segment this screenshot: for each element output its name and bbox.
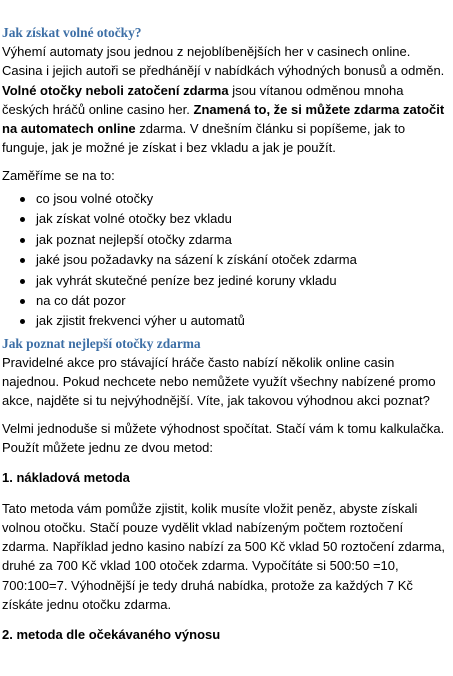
article-body — [0, 23, 452, 645]
topic-list — [2, 189, 452, 332]
list-intro: Zaměříme se na to: — [2, 167, 115, 183]
text-run: zdarma. V dnešním článku si popíšeme, jak to funguje, jak je možné je získat i bez vkladu a jak je použít. — [2, 121, 406, 156]
bold-text-run: Znamená to, že si můžete zdarma zatočit na automatech online — [2, 101, 445, 137]
list-item — [2, 271, 452, 291]
section-heading-best-spins: Jak poznat nejlepší otočky zdarma — [2, 335, 201, 351]
list-item — [2, 230, 452, 250]
bullet-icon — [20, 279, 25, 284]
list-item-label: jak poznat nejlepší otočky zdarma — [36, 231, 232, 247]
list-item — [2, 189, 452, 209]
method2-title: 2. metoda dle očekávaného výnosu — [2, 627, 221, 643]
list-item-label: na co dát pozor — [36, 293, 126, 309]
method1-text: Tato metoda vám pomůže zjistit, kolik musíte vložit peněz, abyste získali volnou otočku. Stačí pouze vydělit vklad nabízeným počtem roztočení zdarma. Například jedno kasino nabízí za 500 Kč vklad 50 roztočení zdarma, druhé za 700 Kč vklad 100 otoček zdarma. Vypočítáte si 500:50 =10, 700:100=7. Výhodnější je tedy druhá nabídka, protože za každých 7 Kč získáte jednu otočku zdarma. — [2, 500, 445, 613]
bullet-icon — [20, 197, 25, 202]
method1-title: 1. nákladová metoda — [2, 470, 130, 486]
list-item — [2, 250, 452, 270]
list-item-label: jak zjistit frekvenci výher u automatů — [36, 313, 245, 329]
list-item-label: co jsou volné otočky — [36, 191, 154, 207]
section-heading-free-spins: Jak získat volné otočky? — [2, 25, 142, 40]
list-item-label: jaké jsou požadavky na sázení k získání otoček zdarma — [36, 252, 357, 268]
text-run: Výhemí automaty jsou jednou z nejoblíbenějších her v casinech online. Casina i jejich autoři se předhánějí v nabídkách výhodných bonusů a odměn. — [2, 44, 445, 79]
list-item — [2, 311, 452, 331]
calc-paragraph: Velmi jednoduše si můžete výhodnost spočítat. Stačí vám k tomu kalkulačka. Použít můžete jednu ze dvou metod: — [2, 420, 445, 455]
bullet-icon — [20, 238, 25, 243]
bullet-icon — [20, 258, 25, 263]
list-item-label: jak vyhrát skutečné peníze bez jediné koruny vkladu — [36, 272, 337, 288]
bold-text-run: Volné otočky neboli zatočení zdarma — [2, 82, 229, 98]
text-run: jsou vítanou odměnou mnoha českých hráčů online casino her. — [2, 82, 404, 117]
list-item-label: jak získat volné otočky bez vkladu — [36, 211, 232, 227]
intro-paragraph — [2, 42, 452, 158]
bullet-icon — [20, 299, 25, 304]
list-item — [2, 209, 452, 229]
bullet-icon — [20, 319, 25, 324]
promo-paragraph: Pravidelné akce pro stávající hráče často nabízí několik online casin najednou. Pokud nechcete nebo nemůžete využít všechny nabízené promo akce, najděte si tu nejvýhodnější. Víte, jak takovou výhodnou akci poznat? — [2, 354, 436, 409]
bullet-icon — [20, 217, 25, 222]
list-item — [2, 291, 452, 311]
